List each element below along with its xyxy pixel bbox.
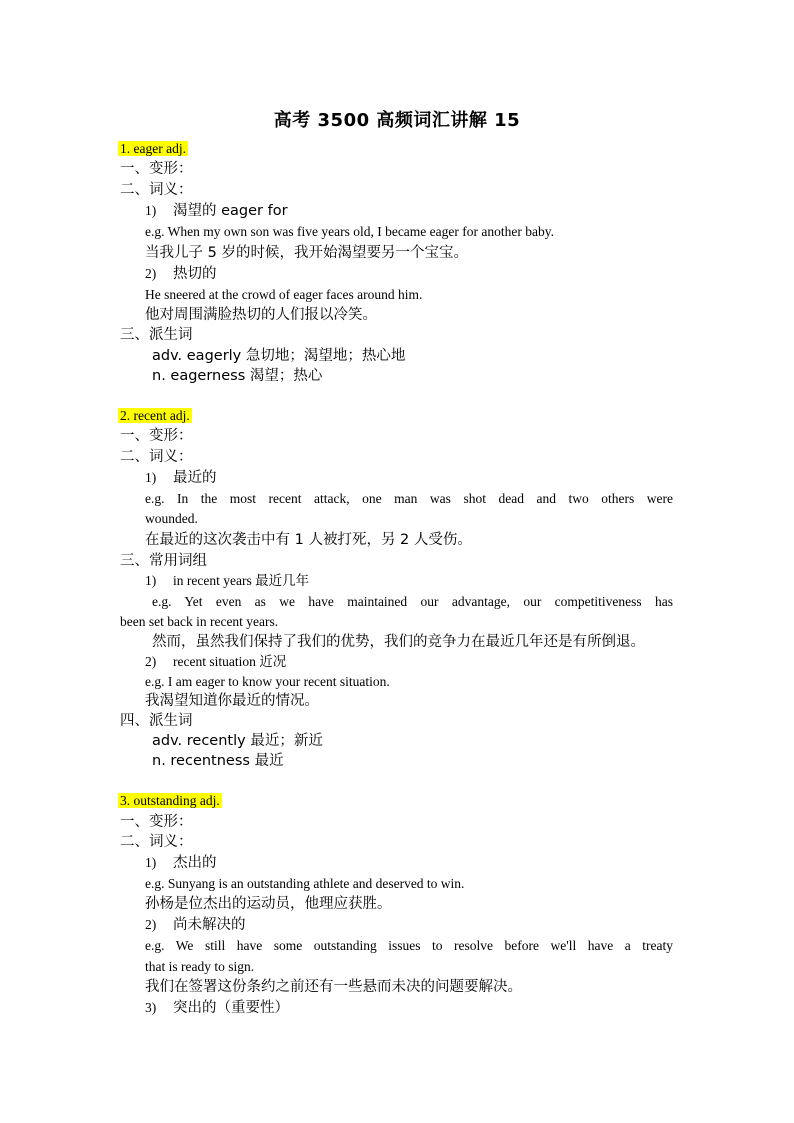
word-1-sense-2: 2) 热切的 xyxy=(145,266,217,282)
word-3-sense-1-translation: 孙杨是位杰出的运动员，他理应获胜。 xyxy=(145,896,392,912)
word-2-phrase-1: 1) in recent years 最近几年 xyxy=(145,573,310,588)
word-3-sense-1: 1) 杰出的 xyxy=(145,855,217,871)
word-3-section-ciyi: 二、词义： xyxy=(120,834,193,850)
word-3-heading: 3. outstanding adj. xyxy=(120,793,220,808)
word-1-sense-1-translation: 当我儿子 5 岁的时候，我开始渴望要另一个宝宝。 xyxy=(145,245,468,261)
word-1-sense-1: 1) 渴望的 eager for xyxy=(145,203,288,219)
word-3-sense-2: 2) 尚未解决的 xyxy=(145,917,246,933)
word-2-section-ciyi: 二、词义： xyxy=(120,449,193,465)
word-1-sense-1-example: e.g. When my own son was five years old, I became eager for another baby. xyxy=(145,224,554,239)
word-3-sense-1-example: e.g. Sunyang is an outstanding athlete and deserved to win. xyxy=(145,876,465,891)
word-1-derivative-2: n. eagerness 渴望；热心 xyxy=(152,368,323,384)
word-2-sense-1-translation: 在最近的这次袭击中有 1 人被打死，另 2 人受伤。 xyxy=(145,532,472,548)
word-1-section-bianxing: 一、变形： xyxy=(120,161,193,177)
word-2-phrase-2-translation: 我渴望知道你最近的情况。 xyxy=(145,693,319,709)
word-2-phrase-1-example-line-2: been set back in recent years. xyxy=(120,614,279,629)
word-1-sense-2-translation: 他对周围满脸热切的人们报以冷笑。 xyxy=(145,307,377,323)
word-2-heading: 2. recent adj. xyxy=(120,408,190,423)
word-2-derivative-2: n. recentness 最近 xyxy=(152,753,284,769)
word-2-section-paisheng: 四、派生词 xyxy=(120,713,193,729)
word-1-heading: 1. eager adj. xyxy=(120,141,186,156)
word-2-phrase-1-translation: 然而，虽然我们保持了我们的优势，我们的竞争力在最近几年还是有所倒退。 xyxy=(152,634,645,650)
word-2-sense-1-example-line-1: e.g. In the most recent attack, one man was shot dead and two others were xyxy=(145,491,673,506)
word-3-section-bianxing: 一、变形： xyxy=(120,814,193,830)
word-2-phrase-2-example: e.g. I am eager to know your recent situation. xyxy=(145,674,390,689)
word-2-sense-1-example-line-2: wounded. xyxy=(145,511,198,526)
word-1-sense-2-example: He sneered at the crowd of eager faces around him. xyxy=(145,287,423,302)
word-2-derivative-1: adv. recently 最近；新近 xyxy=(152,733,323,749)
word-1-derivative-1: adv. eagerly 急切地；渴望地；热心地 xyxy=(152,348,406,364)
word-3-sense-2-example-line-1: e.g. We still have some outstanding issues to resolve before we'll have a treaty xyxy=(145,938,673,953)
word-3-sense-2-example-line-2: that is ready to sign. xyxy=(145,959,255,974)
word-3-sense-3: 3) 突出的（重要性） xyxy=(145,1000,289,1016)
word-2-section-cizu: 三、常用词组 xyxy=(120,553,207,569)
page-title: 高考 3500 高频词汇讲解 15 xyxy=(273,110,521,131)
word-2-phrase-2: 2) recent situation 近况 xyxy=(145,654,287,669)
word-1-section-ciyi: 二、词义： xyxy=(120,182,193,198)
word-2-section-bianxing: 一、变形： xyxy=(120,428,193,444)
word-3-sense-2-translation: 我们在签署这份条约之前还有一些悬而未决的问题要解决。 xyxy=(145,979,522,995)
word-1-section-paisheng: 三、派生词 xyxy=(120,327,193,343)
word-2-sense-1: 1) 最近的 xyxy=(145,470,217,486)
word-2-phrase-1-example-line-1: e.g. Yet even as we have maintained our advantage, our competitiveness has xyxy=(152,594,673,609)
